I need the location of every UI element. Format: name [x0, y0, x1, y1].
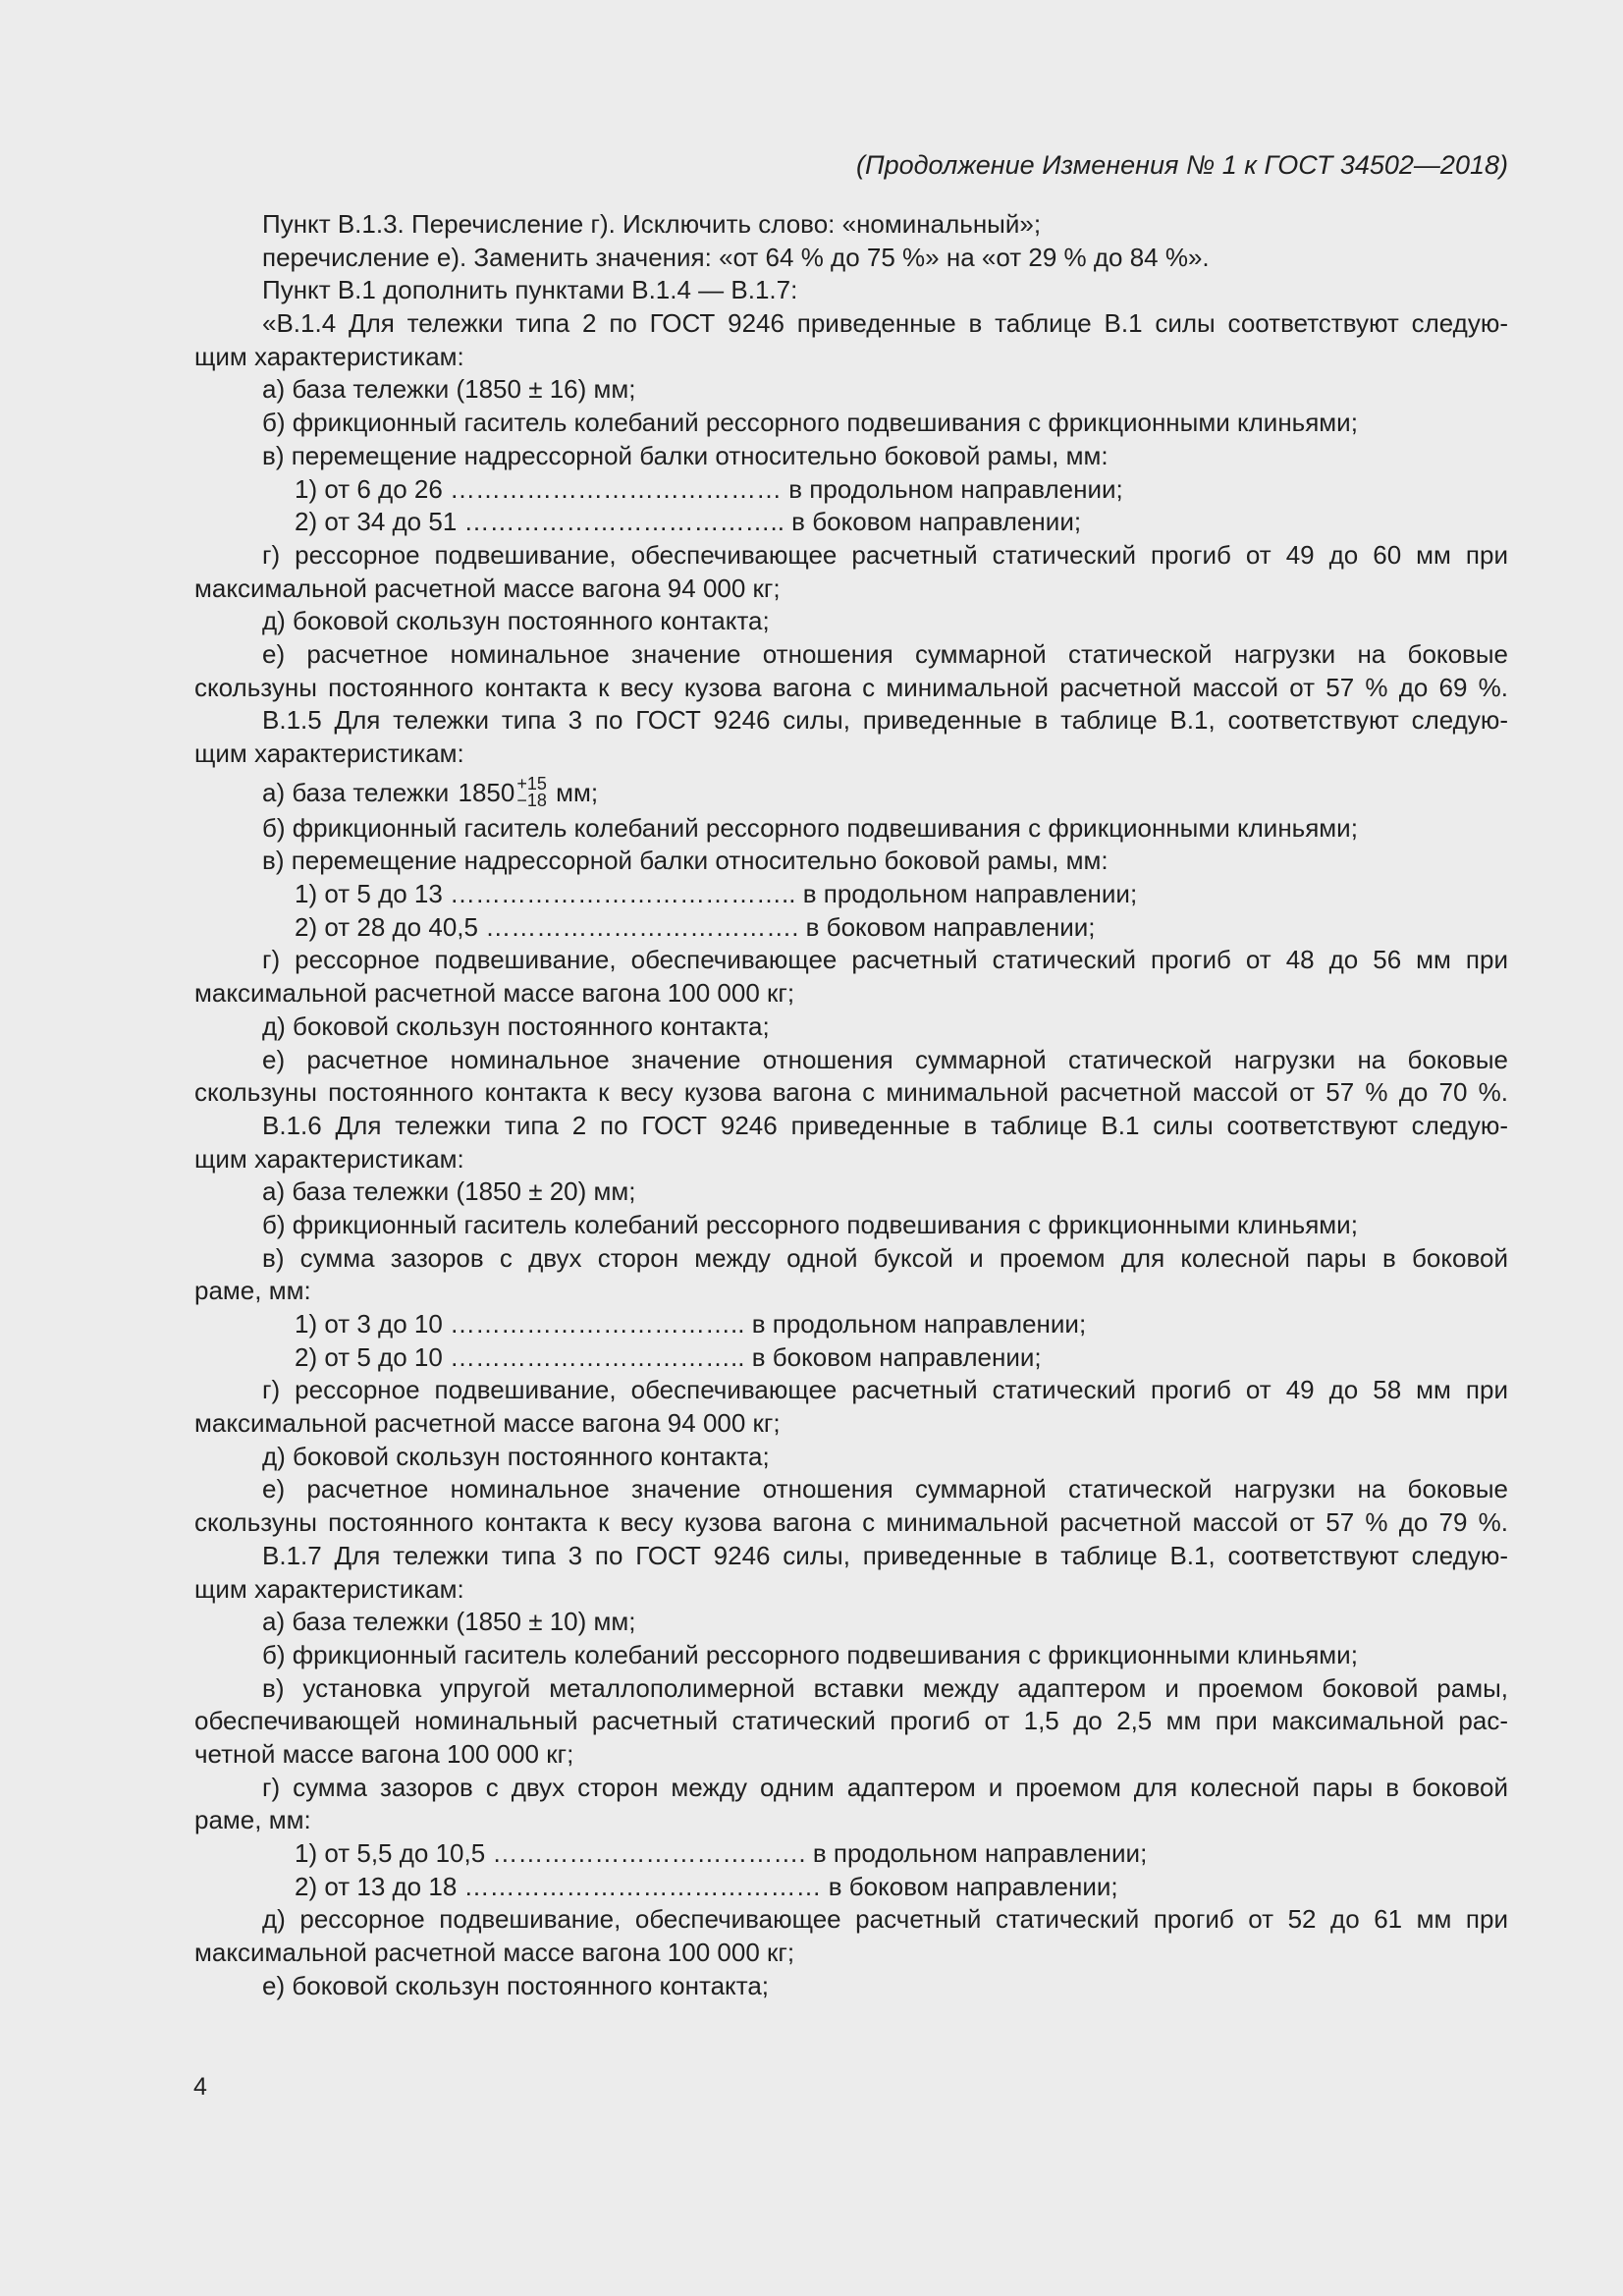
text-line: б) фрикционный гаситель колебаний рессорного подвешивания с фрикционными клиньями; [262, 1209, 1358, 1239]
text-line: 2) от 13 до 18 …………………………………… в боковом направлении; [295, 1871, 1118, 1901]
text-line: д) боковой скользун постоянного контакта; [262, 1011, 770, 1041]
text-line: а) база тележки (1850 ± 16) мм; [262, 374, 636, 405]
text-line: б) фрикционный гаситель колебаний рессорного подвешивания с фрикционными клиньями; [262, 812, 1358, 843]
text-line: максимальной расчетной массе вагона 100 000 кг; [194, 978, 795, 1009]
text-line: в) сумма зазоров с двух сторон между одной буксой и проемом для колесной пары в боковой [262, 1242, 1508, 1273]
text-line: б) фрикционный гаситель колебаний рессорного подвешивания с фрикционными клиньями; [262, 408, 1358, 438]
text-line: скользуны постоянного контакта к весу кузова вагона с минимальной расчетной массой от 57 % до 70 %. [194, 1077, 1508, 1108]
text-fragment: а) база тележки [262, 777, 450, 807]
tolerance-unit: мм; [548, 777, 599, 807]
text-line: Пункт В.1.3. Перечисление г). Исключить слово: «номинальный»; [262, 209, 1042, 239]
tolerance-nominal: 1850 [458, 777, 515, 807]
tolerance-value [458, 773, 599, 811]
text-line: е) расчетное номинальное значение отношения суммарной статической нагрузки на боковые [262, 1044, 1508, 1074]
text-line: щим характеристикам: [194, 341, 464, 371]
text-line: а) база тележки (1850 ± 20) мм; [262, 1176, 636, 1207]
text-line: г) рессорное подвешивание, обеспечивающее расчетный статический прогиб от 49 до 58 мм при [262, 1375, 1508, 1405]
text-line: 1) от 5,5 до 10,5 ………………………………. в продольном направлении; [295, 1838, 1148, 1868]
running-title: (Продолжение Изменения № 1 к ГОСТ 34502—2018) [856, 150, 1508, 180]
text-line: обеспечивающей номинальный расчетный статический прогиб от 1,5 до 2,5 мм при максимальной рас- [194, 1706, 1508, 1736]
text-line: Пункт В.1 дополнить пунктами В.1.4 — В.1.7: [262, 275, 798, 305]
text-line: а) база тележки (1850 ± 10) мм; [262, 1607, 636, 1637]
text-line: скользуны постоянного контакта к весу кузова вагона с минимальной расчетной массой от 57 % до 79 %. [194, 1507, 1508, 1538]
text-line: максимальной расчетной массе вагона 94 000 кг; [194, 1408, 781, 1439]
text-line: В.1.6 Для тележки типа 2 по ГОСТ 9246 приведенные в таблице В.1 силы соответствуют следую- [262, 1110, 1508, 1140]
text-line: в) перемещение надрессорной балки относительно боковой рамы, мм: [262, 846, 1109, 876]
text-line: 1) от 5 до 13 ………………………………….. в продольном направлении; [295, 879, 1138, 909]
text-line: г) рессорное подвешивание, обеспечивающее расчетный статический прогиб от 48 до 56 мм при [262, 945, 1508, 975]
base-tolerance-line [194, 770, 1508, 811]
text-line: максимальной расчетной массе вагона 94 000 кг; [194, 573, 781, 603]
text-line: раме, мм: [194, 1276, 311, 1306]
text-line: д) боковой скользун постоянного контакта; [262, 1441, 770, 1471]
text-line: 2) от 28 до 40,5 ………………………………. в боковом направлении; [295, 911, 1096, 942]
text-line: перечисление е). Заменить значения: «от 64 % до 75 %» на «от 29 % до 84 %». [262, 242, 1210, 272]
text-line: е) расчетное номинальное значение отношения суммарной статической нагрузки на боковые [262, 1474, 1508, 1504]
text-line: четной массе вагона 100 000 кг; [194, 1738, 574, 1769]
text-line: г) рессорное подвешивание, обеспечивающее расчетный статический прогиб от 49 до 60 мм при [262, 539, 1508, 570]
text-line: д) боковой скользун постоянного контакта; [262, 606, 770, 636]
text-line: щим характеристикам: [194, 738, 464, 768]
text-line: в) перемещение надрессорной балки относительно боковой рамы, мм: [262, 440, 1109, 470]
text-line: б) фрикционный гаситель колебаний рессорного подвешивания с фрикционными клиньями; [262, 1639, 1358, 1669]
page-number: 4 [193, 2073, 207, 2101]
text-line: В.1.5 Для тележки типа 3 по ГОСТ 9246 силы, приведенные в таблице В.1, соответствуют следую- [262, 705, 1508, 736]
text-line: скользуны постоянного контакта к весу кузова вагона с минимальной расчетной массой от 57 % до 69 %. [194, 672, 1508, 702]
text-line: максимальной расчетной массе вагона 100 000 кг; [194, 1938, 795, 1968]
text-line: г) сумма зазоров с двух сторон между одним адаптером и проемом для колесной пары в боковой [262, 1772, 1508, 1802]
text-line: «В.1.4 Для тележки типа 2 по ГОСТ 9246 приведенные в таблице В.1 силы соответствуют следую- [262, 308, 1508, 339]
text-line: 2) от 34 до 51 ……………………………….. в боковом направлении; [295, 507, 1082, 537]
text-line: е) расчетное номинальное значение отношения суммарной статической нагрузки на боковые [262, 638, 1508, 669]
text-line: е) боковой скользун постоянного контакта; [262, 1970, 770, 2000]
text-line: в) установка упругой металлополимерной вставки между адаптером и проемом боковой рамы, [262, 1672, 1508, 1703]
document-body [194, 207, 1508, 2001]
text-line: щим характеристикам: [194, 1573, 464, 1604]
text-line: 2) от 5 до 10 …………………………….. в боковом направлении; [295, 1341, 1042, 1372]
text-line: В.1.7 Для тележки типа 3 по ГОСТ 9246 силы, приведенные в таблице В.1, соответствуют следую- [262, 1540, 1508, 1570]
text-line: 1) от 3 до 10 …………………………….. в продольном направлении; [295, 1309, 1087, 1339]
tolerance-lower: −18 [516, 790, 547, 810]
text-line: щим характеристикам: [194, 1143, 464, 1174]
tolerance-upper: +15 [516, 773, 547, 793]
text-line: раме, мм: [194, 1805, 311, 1835]
text-line: 1) от 6 до 26 ………………………………… в продольном направлении; [295, 473, 1123, 504]
tolerance-limits [516, 773, 547, 810]
text-line: д) рессорное подвешивание, обеспечивающее расчетный статический прогиб от 52 до 61 мм при [262, 1904, 1508, 1935]
